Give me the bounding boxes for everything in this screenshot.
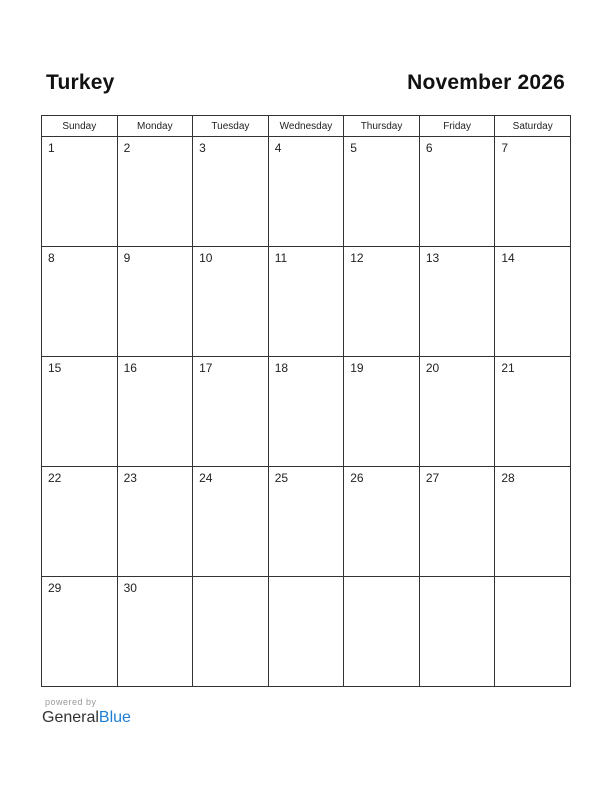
day-number: 13 bbox=[425, 251, 440, 265]
day-number: 28 bbox=[501, 471, 515, 485]
day-cell bbox=[193, 577, 269, 687]
calendar-grid bbox=[41, 115, 571, 687]
day-cell bbox=[42, 467, 118, 577]
day-cell bbox=[344, 137, 420, 247]
day-cell bbox=[42, 577, 118, 687]
day-number: 10 bbox=[199, 251, 213, 265]
weekday-thursday: Thursday bbox=[344, 116, 420, 137]
day-number: 11 bbox=[274, 251, 288, 265]
day-number: 14 bbox=[501, 251, 515, 265]
day-cell bbox=[193, 247, 269, 357]
day-number: 16 bbox=[123, 361, 137, 375]
day-number: 17 bbox=[199, 361, 213, 375]
weekday-monday: Monday bbox=[117, 116, 193, 137]
day-number: 25 bbox=[274, 471, 289, 485]
day-cell bbox=[268, 247, 344, 357]
day-number bbox=[420, 577, 495, 581]
day-number: 29 bbox=[48, 581, 62, 595]
brand-logo bbox=[42, 709, 131, 727]
day-number: 9 bbox=[123, 251, 131, 265]
day-number bbox=[269, 577, 344, 581]
day-number: 15 bbox=[48, 361, 62, 375]
country-title: Turkey bbox=[46, 71, 115, 94]
week-row-1 bbox=[42, 137, 571, 247]
day-cell bbox=[193, 357, 269, 467]
day-cell bbox=[117, 577, 193, 687]
day-cell bbox=[344, 467, 420, 577]
day-cell bbox=[419, 357, 495, 467]
day-number: 2 bbox=[123, 141, 131, 155]
day-number: 3 bbox=[199, 141, 206, 155]
day-cell bbox=[419, 467, 495, 577]
day-cell bbox=[42, 137, 118, 247]
brand-name-blue: Blue bbox=[98, 709, 131, 726]
weekday-friday: Friday bbox=[419, 116, 495, 137]
day-cell bbox=[495, 467, 571, 577]
day-number: 20 bbox=[425, 361, 440, 375]
day-number: 30 bbox=[123, 581, 137, 595]
day-cell bbox=[344, 247, 420, 357]
day-cell bbox=[268, 577, 344, 687]
brand-name-general: General bbox=[42, 709, 99, 726]
day-cell bbox=[193, 467, 269, 577]
day-number: 1 bbox=[48, 141, 55, 155]
day-number: 22 bbox=[48, 471, 62, 485]
day-number: 7 bbox=[501, 141, 509, 155]
day-cell bbox=[419, 137, 495, 247]
day-number: 8 bbox=[48, 251, 55, 265]
weekday-tuesday: Tuesday bbox=[193, 116, 269, 137]
day-cell bbox=[117, 357, 193, 467]
weekday-saturday: Saturday bbox=[495, 116, 571, 137]
month-year-title: November 2026 bbox=[407, 71, 565, 94]
day-number: 24 bbox=[199, 471, 213, 485]
week-row-3 bbox=[42, 357, 571, 467]
day-cell bbox=[495, 357, 571, 467]
day-cell bbox=[344, 357, 420, 467]
day-number bbox=[193, 577, 268, 581]
day-number: 19 bbox=[350, 361, 364, 375]
day-cell bbox=[495, 577, 571, 687]
day-cell bbox=[344, 577, 420, 687]
powered-by-text: powered by bbox=[45, 697, 97, 707]
day-cell bbox=[268, 357, 344, 467]
weekday-sunday: Sunday bbox=[42, 116, 118, 137]
weekday-wednesday: Wednesday bbox=[268, 116, 344, 137]
day-number: 4 bbox=[274, 141, 282, 155]
day-number: 18 bbox=[274, 361, 289, 375]
weekday-header-row bbox=[42, 116, 571, 137]
day-cell bbox=[193, 137, 269, 247]
day-cell bbox=[117, 137, 193, 247]
day-number: 5 bbox=[350, 141, 357, 155]
day-number: 12 bbox=[350, 251, 364, 265]
day-cell bbox=[268, 137, 344, 247]
day-cell bbox=[495, 137, 571, 247]
day-number bbox=[495, 577, 570, 581]
week-row-2 bbox=[42, 247, 571, 357]
day-cell bbox=[419, 247, 495, 357]
day-cell bbox=[117, 247, 193, 357]
week-row-5 bbox=[42, 577, 571, 687]
day-number: 6 bbox=[425, 141, 433, 155]
day-cell bbox=[42, 357, 118, 467]
day-cell bbox=[268, 467, 344, 577]
day-cell bbox=[419, 577, 495, 687]
day-number: 23 bbox=[123, 471, 137, 485]
day-number: 21 bbox=[501, 361, 515, 375]
day-number bbox=[344, 577, 419, 581]
day-number: 27 bbox=[425, 471, 440, 485]
day-cell bbox=[495, 247, 571, 357]
day-cell bbox=[42, 247, 118, 357]
day-cell bbox=[117, 467, 193, 577]
week-row-4 bbox=[42, 467, 571, 577]
day-number: 26 bbox=[350, 471, 364, 485]
